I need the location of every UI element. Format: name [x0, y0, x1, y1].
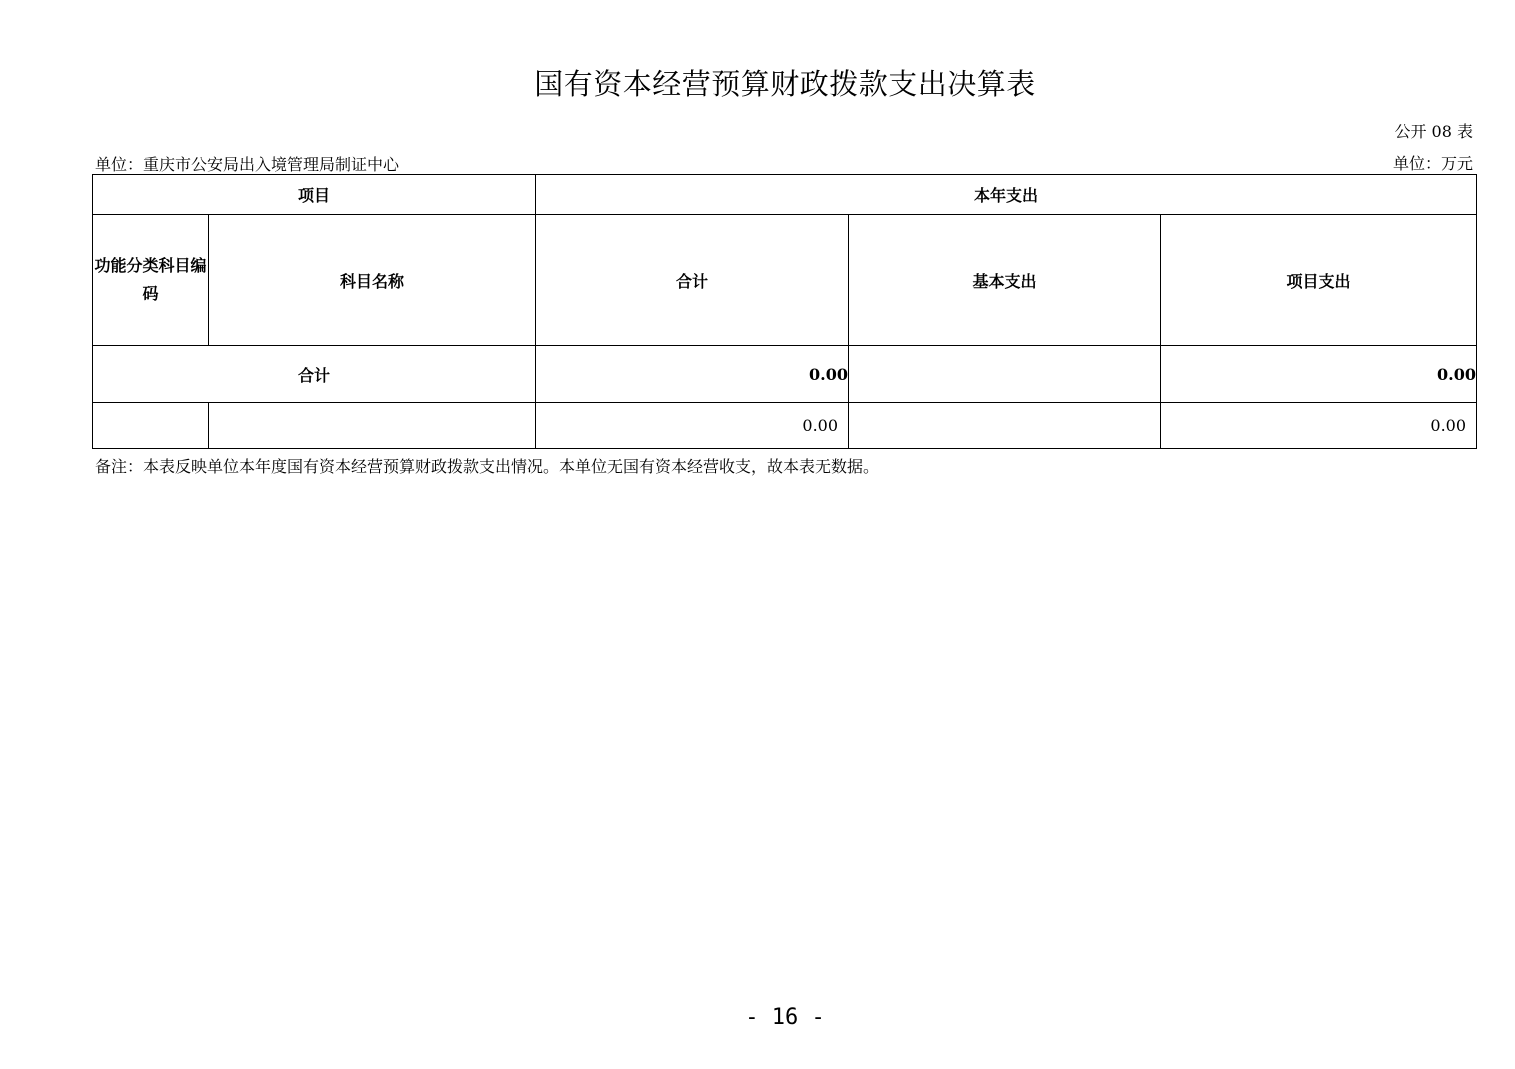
page-title: 国有资本经营预算财政拨款支出决算表	[534, 67, 1036, 101]
row-total: 0.00	[536, 403, 849, 449]
total-row-label: 合计	[93, 346, 536, 403]
row-basic	[849, 403, 1161, 449]
footnote: 备注：本表反映单位本年度国有资本经营预算财政拨款支出情况。本单位无国有资本经营收支，故本表无数据。	[95, 457, 880, 476]
header-row-2	[93, 215, 1477, 346]
header-item: 项目	[93, 175, 536, 215]
header-current-year: 本年支出	[536, 175, 1477, 215]
total-row-basic	[849, 346, 1161, 403]
column-header-basic: 基本支出	[849, 215, 1161, 346]
page-number: - 16 -	[745, 1005, 825, 1030]
total-row-total: 0.00	[536, 346, 849, 403]
column-header-code: 功能分类科目编码	[93, 215, 209, 346]
row-name	[209, 403, 536, 449]
unit-currency: 单位：万元	[1392, 154, 1473, 173]
form-number: 公开 08 表	[1394, 122, 1473, 141]
row-project: 0.00	[1161, 403, 1477, 449]
column-header-name: 科目名称	[209, 215, 536, 346]
row-code	[93, 403, 209, 449]
total-row	[93, 346, 1477, 403]
header-row-1	[93, 175, 1477, 215]
total-row-project: 0.00	[1161, 346, 1477, 403]
budget-table	[92, 174, 1477, 449]
table-row	[93, 403, 1477, 449]
column-header-project: 项目支出	[1161, 215, 1477, 346]
column-header-total: 合计	[536, 215, 849, 346]
unit-organization: 单位：重庆市公安局出入境管理局制证中心	[95, 155, 400, 174]
